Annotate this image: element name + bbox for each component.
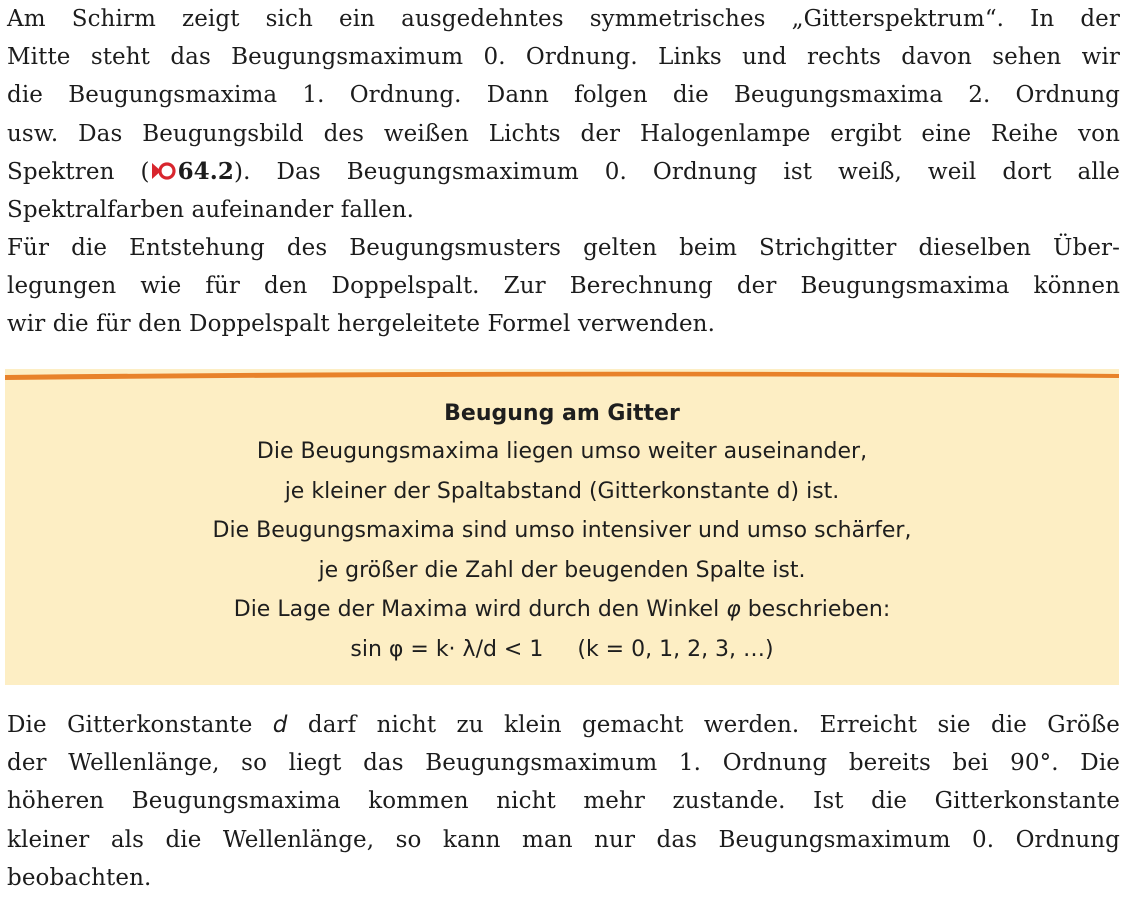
text-fragment: Die Gitterkonstante: [7, 712, 273, 738]
formula-condition: (k = 0, 1, 2, 3, …): [577, 636, 774, 662]
grating-formula: [5, 630, 1119, 670]
text-line: kleiner als die Wellenlänge, so kann man nur das Beugungsmaximum 0. Ordnung: [7, 826, 1120, 853]
text-line: [7, 706, 1120, 744]
text-fragment: darf nicht zu klein gemacht werden. Erreicht sie die Größe: [287, 712, 1120, 738]
text-line: höheren Beugungsmaxima kommen nicht mehr zustande. Ist die Gitterkonstante: [7, 788, 1120, 815]
text-fragment: Die Lage der Maxima wird durch den Winkel: [233, 597, 727, 622]
infobox-line: [5, 590, 1119, 630]
figure-reference-icon[interactable]: [150, 160, 176, 182]
infobox-line: je größer die Zahl der beugenden Spalte ist.: [318, 557, 806, 583]
paragraph-strichgitter: [0, 229, 1132, 344]
text-line: wir die für den Doppelspalt hergeleitete Formel verwenden.: [7, 311, 715, 338]
text-fragment: Spektren (: [7, 158, 150, 185]
phi-symbol: φ: [726, 597, 741, 622]
infobox-line: Die Beugungsmaxima sind umso intensiver und umso schärfer,: [212, 518, 912, 543]
d-symbol: d: [272, 712, 288, 738]
text-line: beobachten.: [7, 864, 152, 891]
infobox-title: Beugung am Gitter: [444, 401, 680, 426]
text-line-with-reference: [7, 153, 1120, 191]
text-line: die Beugungsmaxima 1. Ordnung. Dann folgen die Beugungsmaxima 2. Ordnung: [7, 82, 1120, 109]
text-fragment: ). Das Beugungsmaximum 0. Ordnung ist weiß, weil dort alle: [234, 158, 1120, 185]
text-line: Mitte steht das Beugungsmaximum 0. Ordnung. Links und rechts davon sehen wir: [7, 44, 1120, 71]
infobox-line: Die Beugungsmaxima liegen umso weiter auseinander,: [256, 439, 868, 464]
text-line: usw. Das Beugungsbild des weißen Lichts der Halogenlampe ergibt eine Reihe von: [7, 120, 1120, 147]
text-line: der Wellenlänge, so liegt das Beugungsmaximum 1. Ordnung bereits bei 90°. Die: [7, 750, 1120, 777]
figure-reference-link[interactable]: 64.2: [177, 157, 234, 185]
paragraph-gitterspektrum: [0, 0, 1132, 229]
text-fragment: beschrieben:: [740, 597, 891, 622]
text-line: Spektralfarben aufeinander fallen.: [7, 197, 415, 224]
formula-expression: sin φ = k· λ/d < 1: [350, 636, 544, 662]
infobox-line: je kleiner der Spaltabstand (Gitterkonstante d) ist.: [284, 478, 840, 504]
text-line: Für die Entstehung des Beugungsmusters gelten beim Strichgitter dieselben Über-: [7, 235, 1120, 261]
infobox-top-rule: [5, 369, 1119, 381]
text-line: legungen wie für den Doppelspalt. Zur Berechnung der Beugungsmaxima können: [7, 273, 1120, 300]
paragraph-gitterkonstante: [0, 706, 1132, 897]
infobox-beugung-am-gitter: [5, 396, 1119, 670]
text-line: Am Schirm zeigt sich ein ausgedehntes symmetrisches „Gitterspektrum“. In der: [7, 6, 1120, 32]
